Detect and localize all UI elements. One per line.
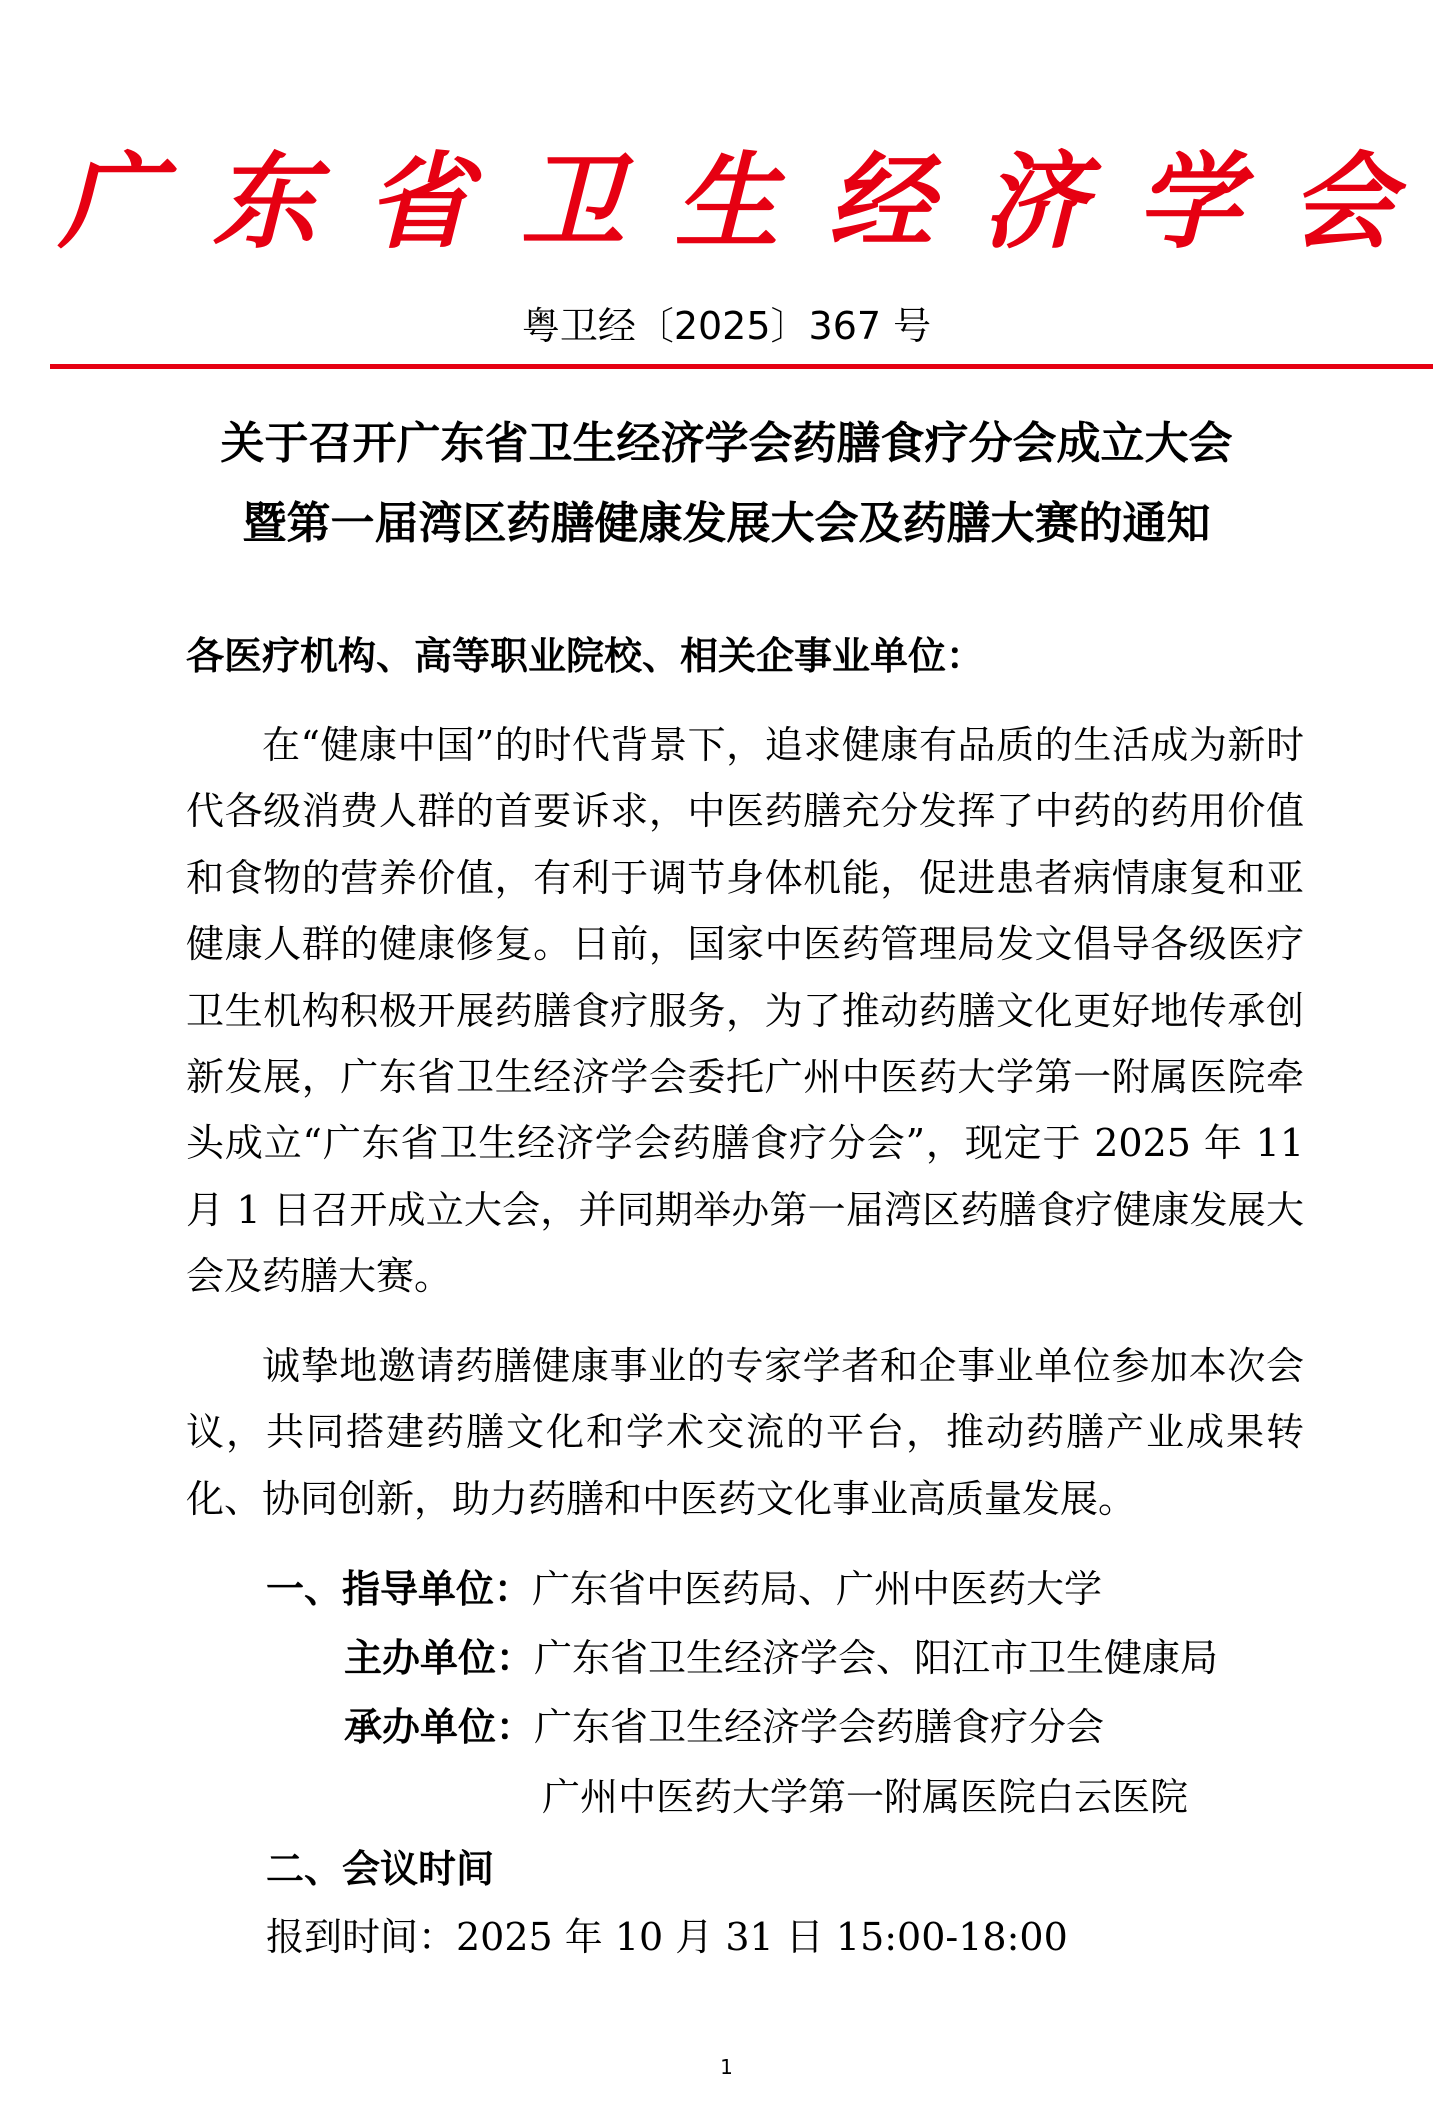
organizer-unit-row bbox=[344, 1696, 1104, 1751]
notice-title bbox=[0, 404, 1453, 564]
organizer-unit-row-2 bbox=[542, 1766, 1188, 1821]
registration-time: 报到时间：2025 年 10 月 31 日 15:00-18:00 bbox=[266, 1915, 1068, 1959]
document-number: 粤卫经〔2025〕367 号 bbox=[521, 304, 932, 348]
section-2-heading: 二、会议时间 bbox=[266, 1847, 495, 1891]
notice-title-line-2: 暨第一届湾区药膳健康发展大会及药膳大赛的通知 bbox=[242, 498, 1211, 549]
guide-unit-label: 指导单位： bbox=[342, 1567, 533, 1611]
notice-title-line-1: 关于召开广东省卫生经济学会药膳食疗分会成立大会 bbox=[220, 418, 1233, 469]
organizer-unit-label: 承办单位： bbox=[344, 1705, 535, 1749]
guide-unit-row bbox=[266, 1558, 1102, 1613]
organizer-unit-value-1: 广东省卫生经济学会药膳食疗分会 bbox=[534, 1705, 1105, 1749]
addressee: 各医疗机构、高等职业院校、相关企事业单位： bbox=[186, 634, 985, 678]
paragraph-1-block bbox=[186, 712, 1304, 1310]
organizer-unit-value-2: 广州中医药大学第一附属医院白云医院 bbox=[542, 1775, 1189, 1819]
section-1-heading: 一、 bbox=[266, 1567, 343, 1611]
organization-name: 广东省卫生经济学会 bbox=[58, 140, 1445, 263]
guide-unit-value: 广东省中医药局、广州中医药大学 bbox=[532, 1567, 1103, 1611]
host-unit-row bbox=[344, 1627, 1218, 1682]
paragraph-2-block bbox=[186, 1333, 1304, 1532]
host-unit-label: 主办单位： bbox=[344, 1636, 535, 1680]
page-number: 1 bbox=[720, 2055, 733, 2079]
red-divider-line bbox=[50, 364, 1433, 369]
paragraph-1: 在“健康中国”的时代背景下，追求健康有品质的生活成为新时代各级消费人群的首要诉求，中医药膳充分发挥了中药的药用价值和食物的营养价值，有利于调节身体机能，促进患者病情康复和亚健康人群的健康修复。日前，国家中医药管理局发文倡导各级医疗卫生机构积极开展药膳食疗服务，为了推动药膳文化更好地传承创新发展，广东省卫生经济学会委托广州中医药大学第一附属医院牵头成立“广东省卫生经济学会药膳食疗分会”，现定于 2025 年 11 月 1 日召开成立大会，并同期举办第一届湾区药膳食疗健康发展大会及药膳大赛。 bbox=[186, 723, 1304, 1299]
paragraph-2: 诚挚地邀请药膳健康事业的专家学者和企事业单位参加本次会议，共同搭建药膳文化和学术交流的平台，推动药膳产业成果转化、协同创新，助力药膳和中医药文化事业高质量发展。 bbox=[186, 1344, 1304, 1521]
host-unit-value: 广东省卫生经济学会、阳江市卫生健康局 bbox=[534, 1636, 1219, 1680]
